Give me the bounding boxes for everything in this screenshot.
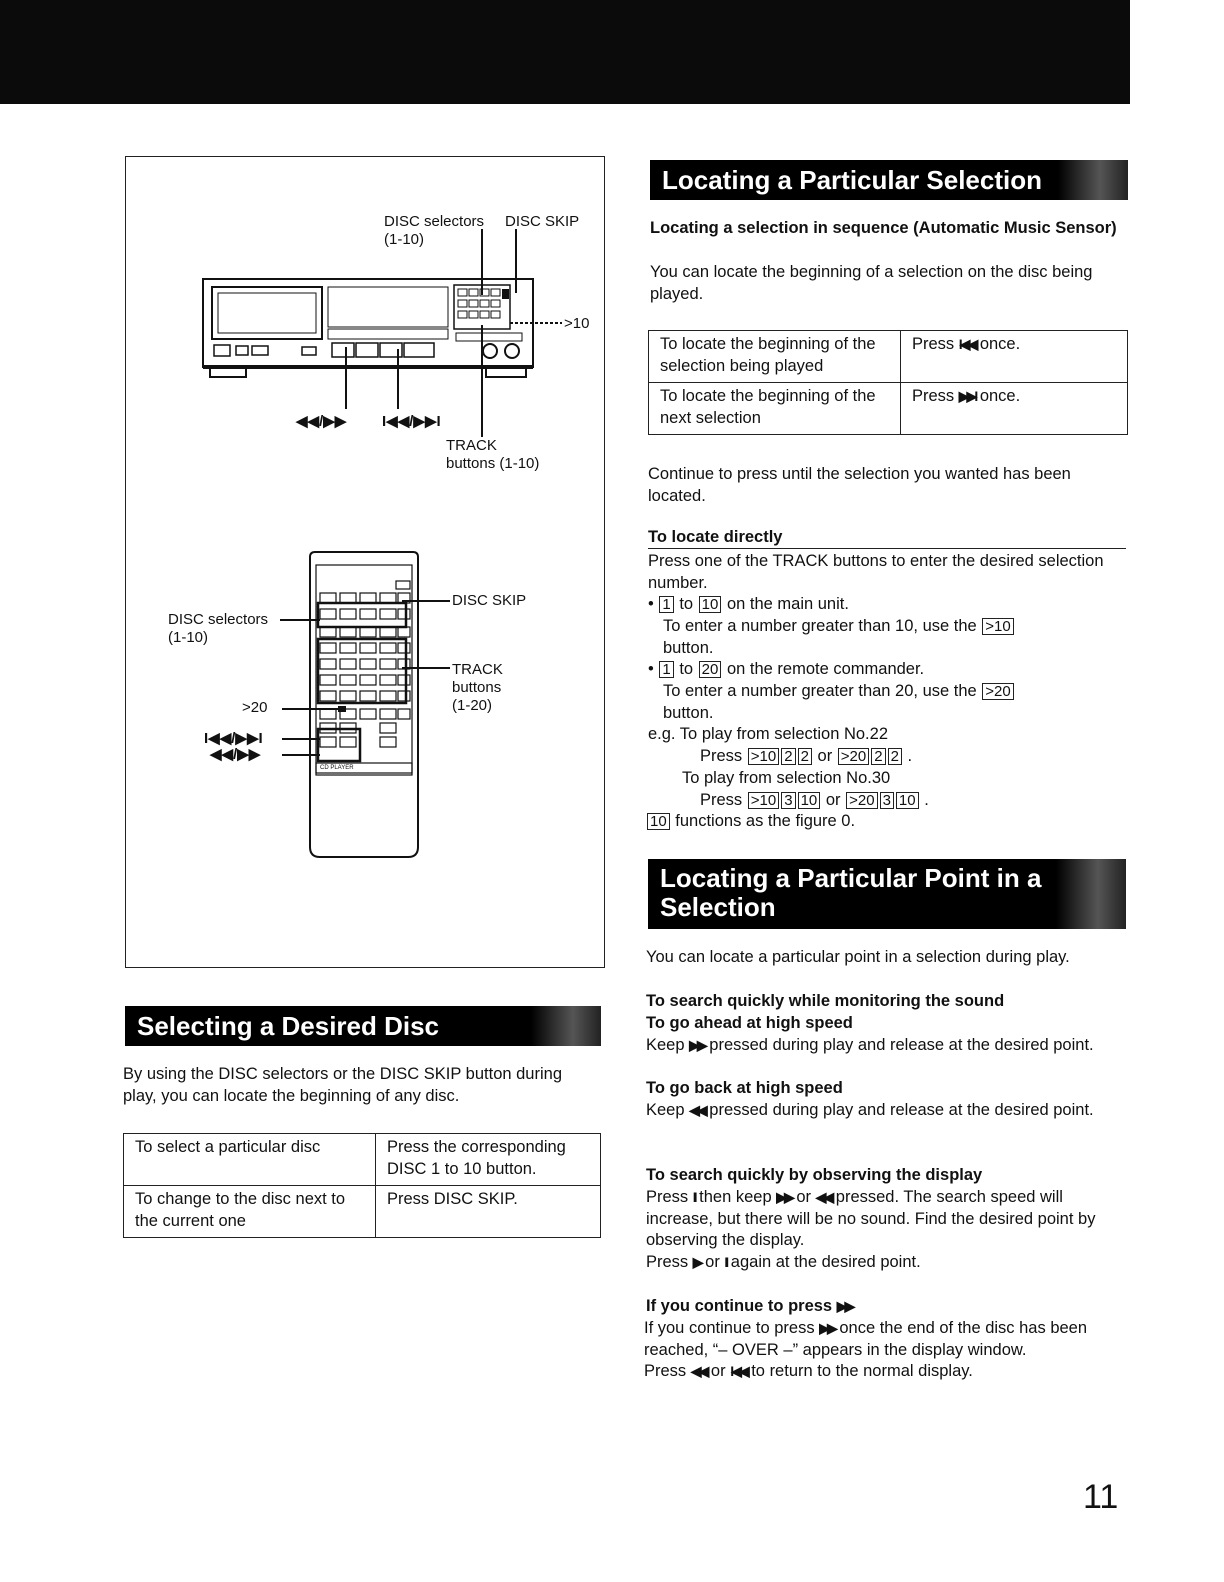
unit-track-label: TRACK [446,437,497,454]
direct-rule [648,548,1126,549]
table-row [649,331,1128,383]
pause-icon: II [692,1189,695,1205]
table-cell: To locate the beginning of the next selection [649,383,901,435]
device-illustration [126,157,604,967]
rewind-icon: ◀◀ [815,1189,832,1205]
example-30: To play from selection No.30 [682,769,891,787]
page-number: 11 [1083,1478,1119,1516]
table-cell: Press I◀◀ once. [901,331,1128,383]
unit-track-buttons-label: buttons (1-10) [446,455,540,472]
figure-box [125,156,605,968]
back-heading: To go back at high speed [646,1079,843,1097]
note-10-as-0: 10 functions as the figure 0. [646,811,855,833]
direct-text: Press one of the TRACK buttons to enter the desired selection number. [648,552,1104,592]
rewind-icon: ◀◀ [690,1363,707,1379]
next-track-icon: ▶▶I [958,388,976,404]
fast-forward-icon: ▶▶ [776,1189,792,1205]
ahead-text: Keep ▶▶ pressed during play and release at the desired point. [646,1035,1122,1057]
remote-buttons-label: buttons [452,679,502,696]
remote-disc-selectors-range: (1-10) [168,629,209,646]
unit-skip-buttons-label: I◀◀/▶▶I [382,413,441,430]
bullet-remote-sub: To enter a number greater than 20, use the >20 button. [663,681,1123,724]
remote-disc-selectors-label: DISC selectors [168,611,269,628]
remote-track-label: TRACK [452,661,503,678]
table-row [649,383,1128,435]
ams-subheading: Locating a selection in sequence (Automatic Music Sensor) [650,219,1117,237]
remote-disc-skip-label: DISC SKIP [452,592,527,609]
unit-disc-selectors-label: DISC selectors [384,213,485,230]
table-cell: To select a particular disc [124,1134,376,1186]
pause-icon: II [724,1253,727,1270]
ams-table [648,330,1128,435]
display-heading: To search quickly by observing the display [646,1166,983,1184]
example-22-keys: Press >10 2 2 or >20 2 2 . [700,747,913,765]
direct-heading: To locate directly [648,528,783,546]
table-row [124,1134,601,1186]
back-text: Keep ◀◀ pressed during play and release at the desired point. [646,1100,1122,1122]
fast-forward-icon: ▶▶ [819,1320,835,1336]
unit-disc-skip-label: DISC SKIP [505,213,580,230]
selecting-disc-heading: Selecting a Desired Disc [125,1006,601,1046]
continue-press-text: If you continue to press ▶▶ once the end of the disc has been reached, “– OVER –” appears in the display window. Press ◀◀ or I◀◀ to return to the normal display. [644,1318,1124,1383]
top-black-band [0,0,1130,104]
remote-track-range: (1-20) [452,697,493,714]
table-cell: Press DISC SKIP. [376,1186,601,1238]
remote-search-buttons-label: ◀◀/▶▶ [210,746,261,763]
previous-track-icon: I◀◀ [730,1363,747,1379]
previous-track-icon: I◀◀ [958,336,976,352]
unit-disc-selectors-range: (1-10) [384,231,425,248]
bullet-remote: • 1 to 20 on the remote commander. [648,660,925,678]
bullet-main-unit: • 1 to 10 on the main unit. [648,595,849,613]
unit-search-buttons-label: ◀◀/▶▶ [296,413,347,430]
remote-gt20-label: >20 [242,699,268,716]
ams-text: You can locate the beginning of a selection on the disc being played. [650,263,1093,303]
table-cell: Press the corresponding DISC 1 to 10 button. [376,1134,601,1186]
remote-cd-player-label: CD PLAYER [320,765,354,771]
rewind-icon: ◀◀ [689,1102,705,1118]
continue-press-heading: If you continue to press ▶▶ [646,1296,852,1318]
selecting-disc-intro: By using the DISC selectors or the DISC SKIP button during play, you can locate the beginning of any disc. [123,1065,562,1105]
continue-text: Continue to press until the selection you wanted has been located. [648,465,1071,505]
locating-point-heading: Locating a Particular Point in a Selection [648,859,1126,929]
remote-body [310,552,418,857]
selecting-disc-table [123,1133,601,1238]
locating-selection-heading: Locating a Particular Selection [650,160,1128,200]
display-text: Press II then keep ▶▶ or ◀◀ pressed. The search speed will increase, but there will be no sound. Find the desired point by observing the display. Press ▶ or II again at the desired point. [646,1187,1122,1273]
example-30-keys: Press >10 3 10 or >20 3 10 . [700,791,929,809]
table-cell: Press ▶▶I once. [901,383,1128,435]
table-row [124,1186,601,1238]
bullet-main-unit-sub: To enter a number greater than 10, use the >10 button. [663,616,1123,659]
point-intro: You can locate a particular point in a selection during play. [646,948,1070,966]
table-cell: To change to the disc next to the current one [124,1186,376,1238]
unit-gt10-label: >10 [564,315,590,332]
ahead-heading: To go ahead at high speed [646,1014,853,1032]
fast-forward-icon: ▶▶ [836,1298,853,1314]
fast-forward-icon: ▶▶ [689,1037,705,1053]
monitor-heading: To search quickly while monitoring the sound [646,992,1005,1010]
remote-skip-buttons-label: I◀◀/▶▶I [204,730,263,747]
example-22: e.g. To play from selection No.22 [648,725,888,743]
table-cell: To locate the beginning of the selection being played [649,331,901,383]
play-icon: ▶ [692,1253,701,1270]
